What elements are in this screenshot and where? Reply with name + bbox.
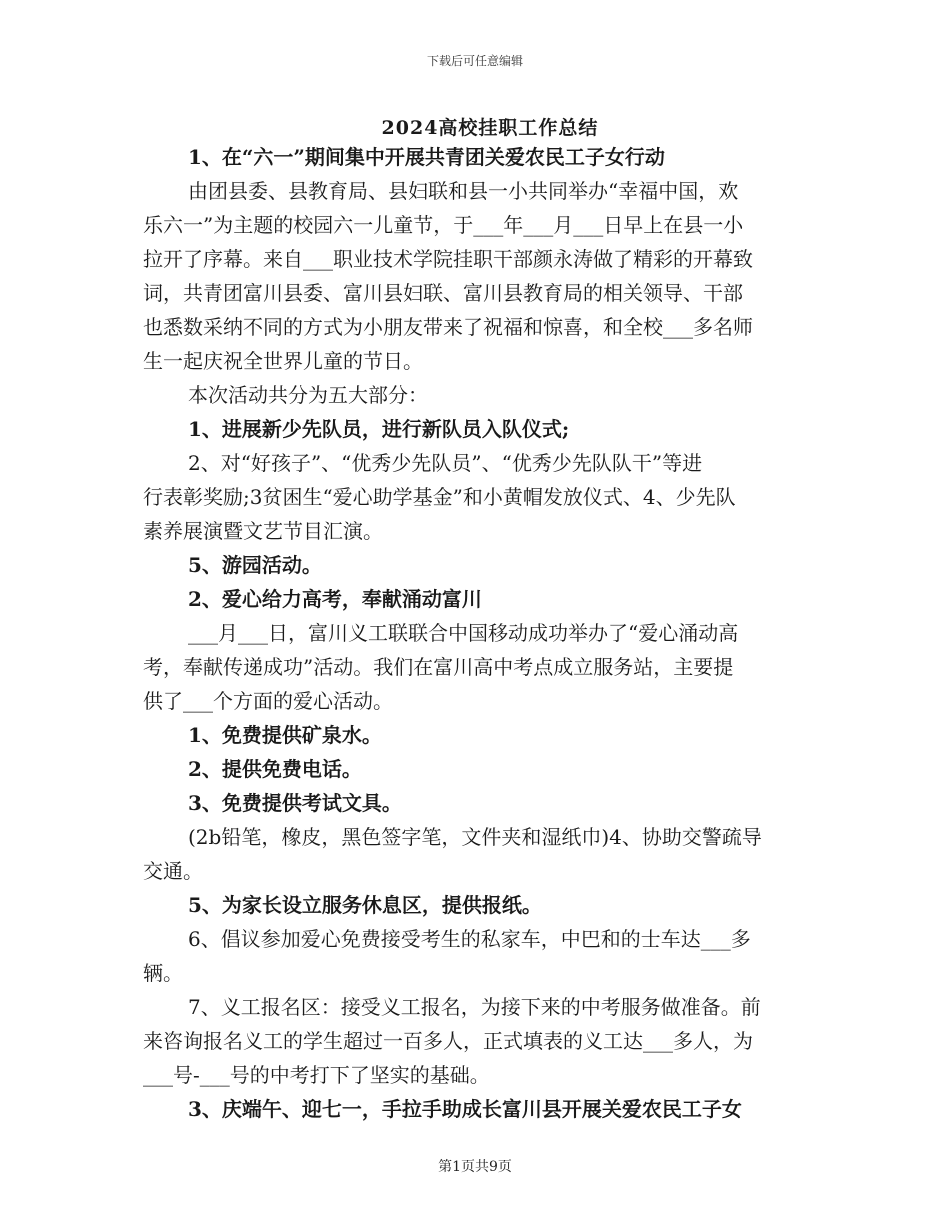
- body-line: 本次活动共分为五大部分：: [188, 383, 428, 407]
- body-line: 辆。: [143, 961, 183, 985]
- body-line: 3、庆端午、迎七一，手拉手助成长富川县开展关爱农民工子女: [188, 1097, 742, 1121]
- document-title: 2024高校挂职工作总结: [381, 117, 599, 139]
- body-line: 交通。: [143, 859, 203, 883]
- body-line: 2、提供免费电话。: [188, 757, 362, 781]
- body-line: 词，共青团富川县委、富川县妇联、富川县教育局的相关领导、干部: [143, 281, 743, 305]
- body-line: 1、在“六一”期间集中开展共青团关爱农民工子女行动: [188, 145, 665, 169]
- body-line: 7、义工报名区：接受义工报名，为接下来的中考服务做准备。前: [188, 995, 761, 1019]
- body-line: 行表彰奖励;3贫困生“爱心助学基金”和小黄帽发放仪式、4、少先队: [143, 485, 736, 509]
- body-line: 1、进展新少先队员，进行新队员入队仪式;: [188, 417, 570, 441]
- body-line: 由团县委、县教育局、县妇联和县一小共同举办“幸福中国，欢: [188, 179, 739, 203]
- page-footer: 第1页共9页: [438, 1159, 512, 1175]
- body-line: (2b铅笔，橡皮，黑色签字笔，文件夹和湿纸巾)4、协助交警疏导: [188, 825, 762, 849]
- header-note: 下载后可任意编辑: [426, 54, 523, 68]
- body-line: 5、游园活动。: [188, 553, 322, 577]
- body-line: 生一起庆祝全世界儿童的节日。: [143, 349, 423, 373]
- body-line: 1、免费提供矿泉水。: [188, 723, 382, 747]
- body-line: 3、免费提供考试文具。: [188, 791, 402, 815]
- body-line: 乐六一”为主题的校园六一儿童节，于___年___月___日早上在县一小: [143, 213, 744, 237]
- body-line: 2、对“好孩子”、“优秀少先队员”、“优秀少先队队干”等进: [188, 451, 703, 475]
- body-line: 5、为家长设立服务休息区，提供报纸。: [188, 893, 542, 917]
- body-line: 也悉数采纳不同的方式为小朋友带来了祝福和惊喜，和全校___多名师: [143, 315, 753, 339]
- body-line: 素养展演暨文艺节目汇演。: [143, 519, 383, 543]
- body-line: 6、倡议参加爱心免费接受考生的私家车，中巴和的士车达___多: [188, 927, 751, 951]
- body-line: ___号-___号的中考打下了坚实的基础。: [143, 1063, 490, 1087]
- body-line: 拉开了序幕。来自___职业技术学院挂职干部颜永涛做了精彩的开幕致: [143, 247, 753, 271]
- body-line: 来咨询报名义工的学生超过一百多人，正式填表的义工达___多人，为: [143, 1029, 753, 1053]
- body-line: 2、爱心给力高考，奉献涌动富川: [188, 587, 482, 611]
- body-line: ___月___日，富川义工联联合中国移动成功举办了“爱心涌动高: [188, 621, 739, 645]
- body-line: 考，奉献传递成功”活动。我们在富川高中考点成立服务站，主要提: [143, 655, 734, 679]
- body-line: 供了___个方面的爱心活动。: [143, 689, 393, 713]
- document-body: [143, 140, 811, 1126]
